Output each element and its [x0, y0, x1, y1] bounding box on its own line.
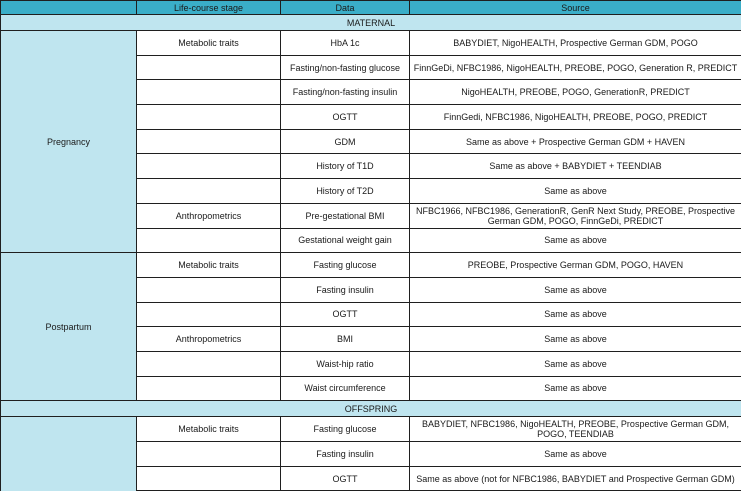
table-row — [1, 31, 741, 56]
source-cell: FinnGedi, NFBC1986, NigoHEALTH, PREOBE, POGO, PREDICT — [410, 105, 741, 130]
header-cell-stage — [1, 1, 137, 15]
data-cell: History of T1D — [281, 154, 410, 179]
source-cell: NFBC1966, NFBC1986, GenerationR, GenR Next Study, PREOBE, Prospective German GDM, POGO, FinnGeDi, PREDICT — [410, 203, 741, 228]
stage-cell-offspring — [1, 417, 137, 491]
data-cell: BMI — [281, 327, 410, 352]
data-cell: Pre-gestational BMI — [281, 203, 410, 228]
source-cell: Same as above (not for NFBC1986, BABYDIET and Prospective German GDM) — [410, 466, 741, 491]
subgroup-cell — [137, 105, 281, 130]
subgroup-cell — [137, 80, 281, 105]
data-cell: Fasting/non-fasting insulin — [281, 80, 410, 105]
source-cell: Same as above — [410, 442, 741, 467]
stage-cell-postpartum: Postpartum — [1, 253, 137, 401]
data-cell: Waist-hip ratio — [281, 351, 410, 376]
source-cell: Same as above — [410, 302, 741, 327]
header-row — [1, 1, 741, 15]
header-cell-life-course-stage: Life-course stage — [137, 1, 281, 15]
subgroup-cell — [137, 376, 281, 401]
data-cell: OGTT — [281, 466, 410, 491]
source-cell: Same as above — [410, 376, 741, 401]
stage-cell-pregnancy: Pregnancy — [1, 31, 137, 253]
data-cell: Fasting glucose — [281, 253, 410, 278]
data-cell: Fasting/non-fasting glucose — [281, 55, 410, 80]
header-cell-source: Source — [410, 1, 741, 15]
subgroup-cell — [137, 129, 281, 154]
subgroup-cell — [137, 55, 281, 80]
subgroup-cell — [137, 179, 281, 204]
header-cell-data: Data — [281, 1, 410, 15]
source-cell: FinnGeDi, NFBC1986, NigoHEALTH, PREOBE, POGO, Generation R, PREDICT — [410, 55, 741, 80]
table-row — [1, 253, 741, 278]
data-cell: History of T2D — [281, 179, 410, 204]
subgroup-cell: Anthropometrics — [137, 203, 281, 228]
subgroup-cell: Anthropometrics — [137, 327, 281, 352]
subgroup-cell: Metabolic traits — [137, 417, 281, 442]
data-cell: Fasting insulin — [281, 442, 410, 467]
section-label-offspring: OFFSPRING — [1, 401, 741, 417]
source-cell: Same as above + Prospective German GDM + HAVEN — [410, 129, 741, 154]
source-cell: PREOBE, Prospective German GDM, POGO, HAVEN — [410, 253, 741, 278]
source-cell: Same as above + BABYDIET + TEENDIAB — [410, 154, 741, 179]
section-label-maternal: MATERNAL — [1, 15, 741, 31]
source-cell: Same as above — [410, 228, 741, 253]
section-row-offspring — [1, 401, 741, 417]
subgroup-cell — [137, 154, 281, 179]
data-cell: Waist circumference — [281, 376, 410, 401]
subgroup-cell — [137, 466, 281, 491]
data-cell: HbA 1c — [281, 31, 410, 56]
data-cell: GDM — [281, 129, 410, 154]
subgroup-cell: Metabolic traits — [137, 253, 281, 278]
subgroup-cell — [137, 351, 281, 376]
source-cell: BABYDIET, NFBC1986, NigoHEALTH, PREOBE, Prospective German GDM, POGO, TEENDIAB — [410, 417, 741, 442]
subgroup-cell — [137, 277, 281, 302]
source-cell: Same as above — [410, 277, 741, 302]
data-cell: OGTT — [281, 105, 410, 130]
data-cell: Gestational weight gain — [281, 228, 410, 253]
table-row — [1, 417, 741, 442]
source-cell: Same as above — [410, 327, 741, 352]
subgroup-cell — [137, 442, 281, 467]
subgroup-cell — [137, 302, 281, 327]
source-cell: Same as above — [410, 179, 741, 204]
data-cell: OGTT — [281, 302, 410, 327]
source-cell: NigoHEALTH, PREOBE, POGO, GenerationR, PREDICT — [410, 80, 741, 105]
data-cell: Fasting glucose — [281, 417, 410, 442]
subgroup-cell: Metabolic traits — [137, 31, 281, 56]
data-cell: Fasting insulin — [281, 277, 410, 302]
section-row-maternal — [1, 15, 741, 31]
subgroup-cell — [137, 228, 281, 253]
source-cell: Same as above — [410, 351, 741, 376]
source-cell: BABYDIET, NigoHEALTH, Prospective German GDM, POGO — [410, 31, 741, 56]
